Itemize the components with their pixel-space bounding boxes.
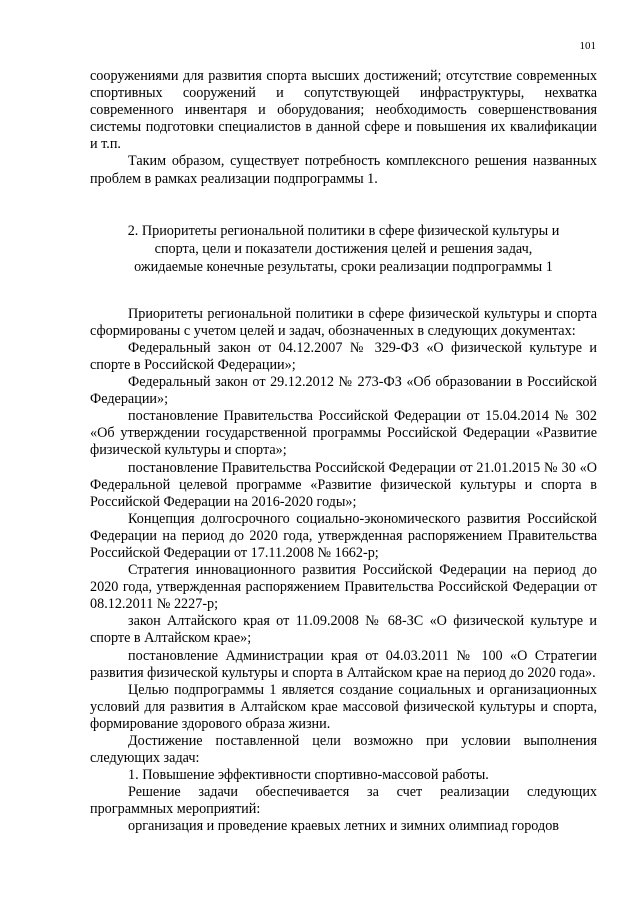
task-item: 1. Повышение эффективности спортивно-массовой работы. bbox=[128, 767, 489, 784]
paragraph-priorities: Приоритеты региональной политики в сфере физической культуры и спорта сформированы с учетом целей и задач, обозначенных в следующих документах: bbox=[90, 305, 597, 339]
document-list-item: закон Алтайского края от 11.09.2008 № 68-ЗС «О физической культуре и спорте в Алтайском крае»; bbox=[90, 613, 597, 647]
page-number: 101 bbox=[579, 40, 596, 52]
document-list-item: Концепция долгосрочного социально-экономического развития Российской Федерации на период до 2020 года, утвержденная распоряжением Правительства Российской Федерации от 17.11.2008 № 1662-р; bbox=[90, 510, 597, 561]
document-list-item: Федеральный закон от 29.12.2012 № 273-ФЗ «Об образовании в Российской Федерации»; bbox=[90, 374, 597, 408]
document-list-item: постановление Правительства Российской Федерации от 15.04.2014 № 302 «Об утверждении государственной программы Российской Федерации «Развитие физической культуры и спорта»; bbox=[90, 408, 597, 459]
document-list-item: Стратегия инновационного развития Российской Федерации на период до 2020 года, утвержденная распоряжением Правительства Российской Федерации от 08.12.2011 № 2227-р; bbox=[90, 562, 597, 613]
section-heading bbox=[90, 222, 597, 276]
paragraph-measures-intro: Решение задачи обеспечивается за счет реализации следующих программных мероприятий: bbox=[90, 784, 597, 818]
section-heading-line: 2. Приоритеты региональной политики в сфере физической культуры и bbox=[127, 222, 560, 239]
paragraph-continuation: сооружениями для развития спорта высших достижений; отсутствие современных спортивных сооружений и сопутствующей инфраструктуры, нехватка современного инвентаря и оборудования; необходимость совершенствования системы подготовки специалистов в данной сфере и повышения их квалификации и т.п. bbox=[90, 68, 597, 153]
document-list-item: постановление Правительства Российской Федерации от 21.01.2015 № 30 «О Федеральной целевой программе «Развитие физической культуры и спорта в Российской Федерации на 2016-2020 годы»; bbox=[90, 459, 597, 510]
paragraph-goal: Целью подпрограммы 1 является создание социальных и организационных условий для развития в Алтайском крае массовой физической культуры и спорта, формирование здорового образа жизни. bbox=[90, 681, 597, 732]
measure-item: организация и проведение краевых летних и зимних олимпиад городов bbox=[128, 818, 559, 835]
paragraph-tasks-intro: Достижение поставленной цели возможно при условии выполнения следующих задач: bbox=[90, 733, 597, 767]
section-heading-line: спорта, цели и показатели достижения целей и решения задач, bbox=[154, 240, 533, 257]
document-list-item: Федеральный закон от 04.12.2007 № 329-ФЗ «О физической культуре и спорте в Российской Федерации»; bbox=[90, 339, 597, 373]
document-list-item: постановление Администрации края от 04.03.2011 № 100 «О Стратегии развития физической культуры и спорта в Алтайском крае на период до 2020 года». bbox=[90, 647, 597, 681]
section-heading-line: ожидаемые конечные результаты, сроки реализации подпрограммы 1 bbox=[134, 258, 553, 275]
document-text bbox=[90, 68, 597, 836]
paragraph-conclusion: Таким образом, существует потребность комплексного решения названных проблем в рамках реализации подпрограммы 1. bbox=[90, 153, 597, 187]
